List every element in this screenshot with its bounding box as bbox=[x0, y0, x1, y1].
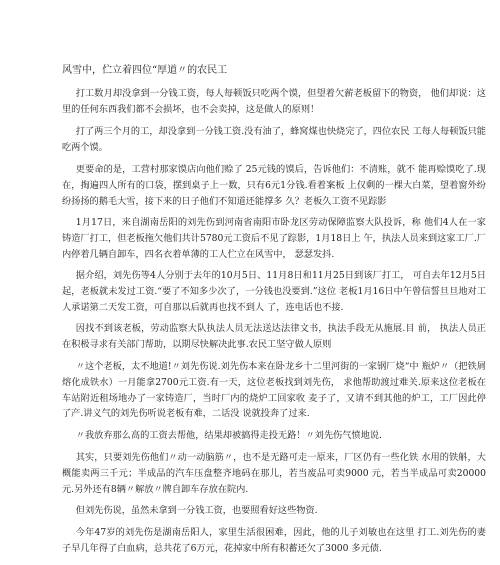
document-title: 风雪中，伫立着四位“厚道〃的农民工 bbox=[62, 65, 228, 76]
paragraph-8: 〃我放弃那么高的工资去帮他，结果却被搞得走投无路！〃刘先伤气愤地说. bbox=[75, 430, 382, 441]
paragraph-9: 其实，只要刘先伤他们〃动一动脑筋〃，也不是无路可走一原来，厂区仍有一些化铁 水用的铁斛，大概能卖两三千元；半成品的汽车压盘整齐地码在那儿，若当废品可卖9000 元，若当半成品可卖20000元.另外还有8辆〃解放〃牌自卸车存放在院内. bbox=[62, 452, 486, 495]
paragraph-2: 打了两三个月的工，却没拿到一分钱工资.没有油了，蜂窝煤也快烧完了，四位农民 工每人每顿饭只能吃两个馍。 bbox=[62, 126, 486, 153]
paragraph-6: 因找不到该老板，劳动监察大队执法人员无法送达法律文书，执法手段无从施展.目 前， 执法人员正在积极寻求有关部门帮助，以期尽快解决此事.农民工坚守做人原则 bbox=[62, 323, 486, 350]
paragraph-1: 打工数月却没拿到一分钱工资，每人每顿饭只吃两个馍，但望着欠薪老板留下的物资， 他们却说：这里的任何东西我们都不会损坏，也不会卖掉，这是做人的原则！ bbox=[62, 88, 486, 115]
paragraph-3: 更要命的是，工营村那家馍店向他们赊了 25元钱的馍后，告诉他们：不清账，就不 能再赊馍吃了.现在，掏遍四人所有的口袋，摆到桌子上一数，只有6元1分钱.看着案板 上仅剩的一棵大白菜，望着窗外纷纷扬扬的鹅毛大雪，接下来的日子他们不知道还能撑多 久？老板久工资不见踪影 bbox=[62, 164, 486, 207]
paragraph-7: 〃这个老板，太不地道!〃刘先伤说.刘先伤本来在卧龙乡十二里河街的一家钢厂烧“中 瓶炉〃（把铁屑熔化成铁水）一月能拿2700元工资.有一天，这位老板找到刘先伤， 求他帮助渡过难关.原来这位老板在车站附近租场地办了一家铸造厂，当时厂内的烧炉工回家收 麦子了，又请不到其他的炉工，工厂因此停了产.讲义气的刘先伤听说老板有难，二话没 说就投奔了过来. bbox=[62, 361, 486, 420]
paragraph-5: 据介绍，刘先伤等4人分别于去年的10月5日、11月8日和11月25日到该厂打工， 可自去年12月5日起，老板就未发过工资.“要了不知多少次了，一分钱也没要到.”这位 老板1月16日中午曾信誓旦旦地对工人承诺第二天发工资，可自那以后就再也找不到人 了，连电话也不接. bbox=[62, 270, 486, 313]
paragraph-11: 今年47岁的刘先伤是湖南岳阳人，家里生活很困难，因此，他的儿子刘敏也在这里 打工.刘先伤的妻子早几年得了白血病，总共花了6万元，花掉家中所有积蓄还欠了3000 多元债. bbox=[62, 527, 486, 554]
paragraph-4: 1月17日，来自湖南岳阳的刘先伤到河南省南阳市卧龙区劳动保障监察大队投诉，称 他们4人在一家铸造厂打工，但老板拖欠他们共计5780元工资后不见了踪影，1月18日上 午，执法人员来到这家工厂.厂内停着几辆自卸车，四名衣着单薄的工人伫立在风雪中， 瑟瑟发抖. bbox=[62, 217, 486, 260]
paragraph-10: 但刘先伤说，虽然未拿到一分钱工资，也要照看好这些物资. bbox=[75, 505, 318, 516]
